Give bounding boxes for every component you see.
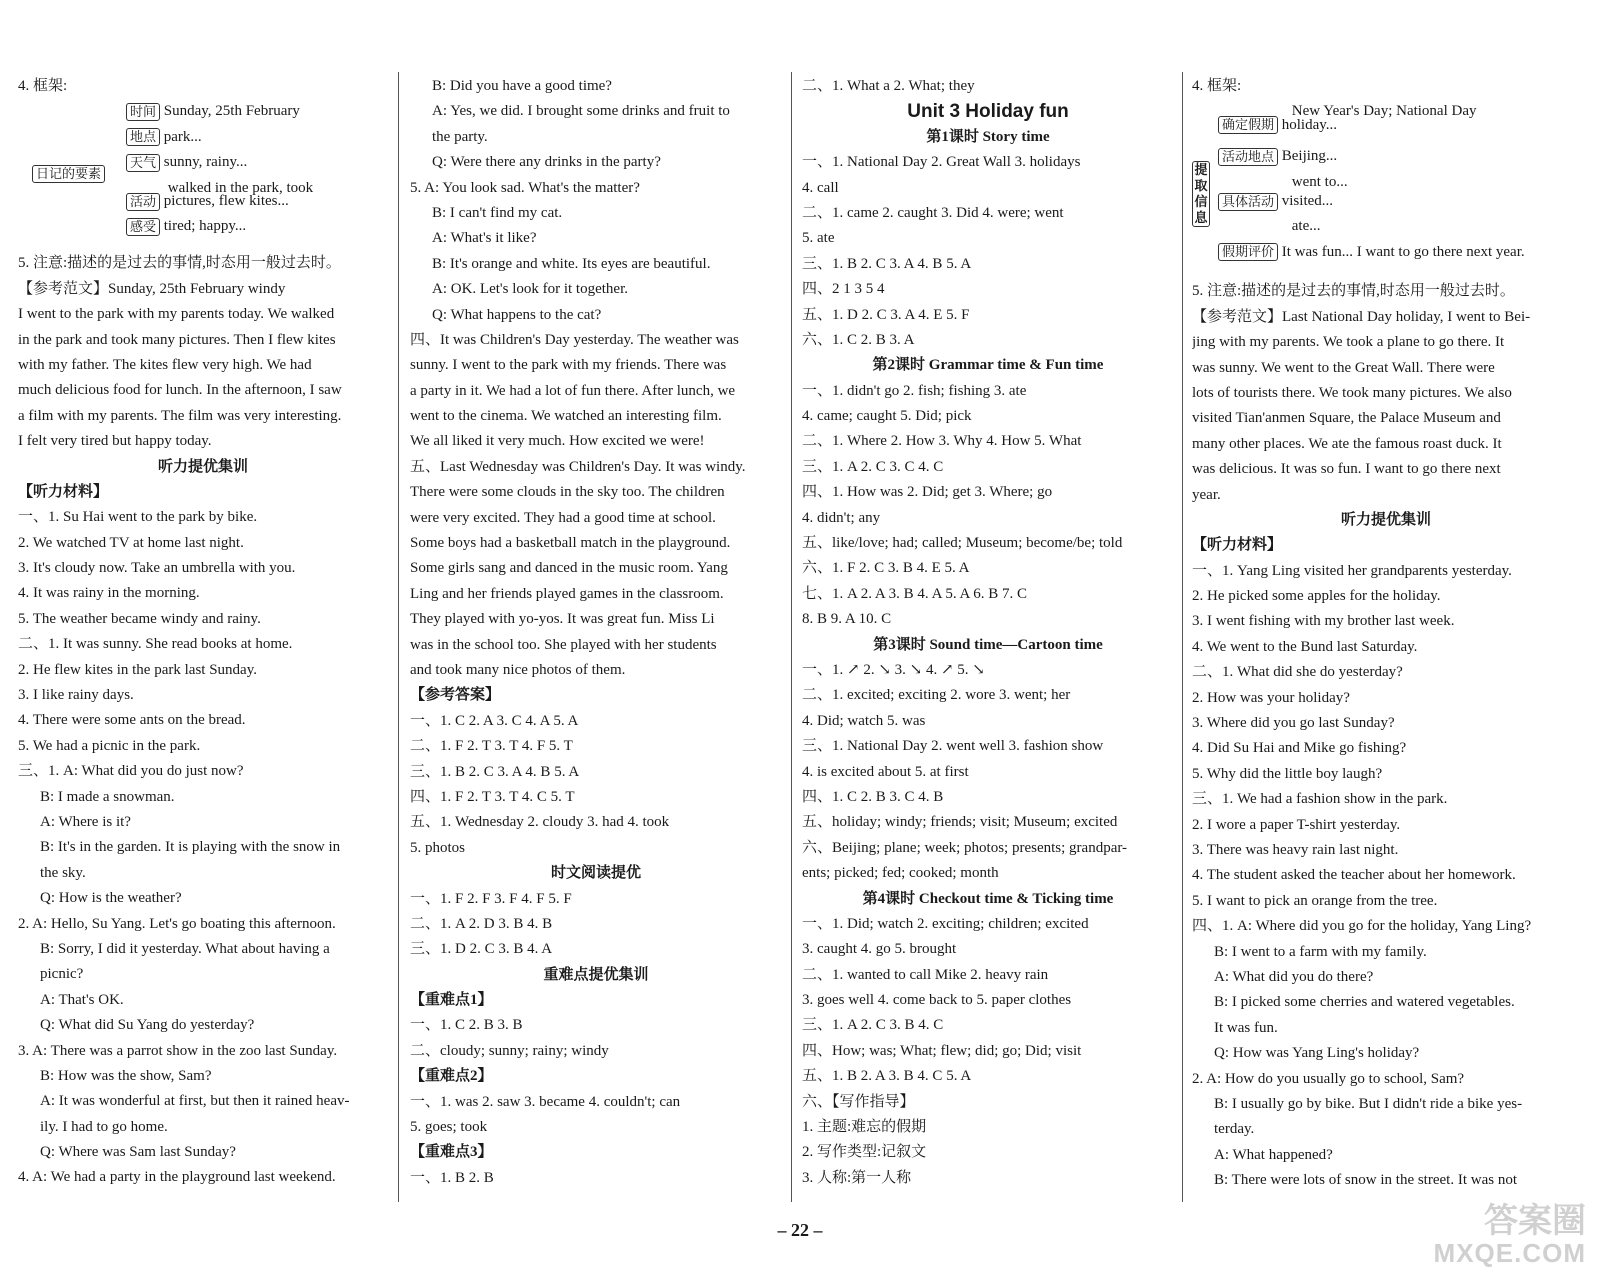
- text-line: 二、1. came 2. caught 3. Did 4. were; went: [802, 204, 1064, 221]
- section-label: 【重难点1】: [410, 992, 493, 1009]
- text-line: B: It's in the garden. It is playing with the snow in: [40, 839, 341, 856]
- text-line: ily. I had to go home.: [40, 1118, 168, 1135]
- text-line: much delicious food for lunch. In the afternoon, I saw: [18, 382, 342, 399]
- text-line: Some girls sang and danced in the music room. Yang: [410, 560, 728, 577]
- text-line: 5. goes; took: [410, 1119, 488, 1136]
- section-label: 【参考答案】: [410, 687, 501, 704]
- text-line: was in the school too. She played with her students: [410, 636, 717, 653]
- text-line: 二、1. F 2. T 3. T 4. F 5. T: [410, 738, 573, 755]
- diary-framework: [18, 99, 388, 251]
- section-label: 【听力材料】: [18, 483, 109, 500]
- text-line: They played with yo-yos. It was great fun. Miss Li: [410, 611, 715, 628]
- text-line: were very excited. They had a good time at school.: [410, 509, 716, 526]
- text-line: B: I picked some cherries and watered vegetables.: [1214, 994, 1515, 1011]
- framework-center-label: 日记的要素: [32, 165, 105, 183]
- text-line: 4. A: We had a party in the playground last weekend.: [18, 1169, 336, 1186]
- text-line: 2. I wore a paper T-shirt yesterday.: [1192, 816, 1401, 833]
- text-line: Q: Where was Sam last Sunday?: [40, 1144, 236, 1161]
- watermark-url: MXQE.COM: [1433, 1238, 1586, 1268]
- text-line: B: Did you have a good time?: [432, 78, 612, 94]
- framework-key: 时间: [126, 103, 160, 121]
- text-line: A: OK. Let's look for it together.: [432, 281, 629, 298]
- text-line: 四、1. How was 2. Did; get 3. Where; go: [802, 484, 1053, 501]
- section-label: 【重难点3】: [410, 1144, 493, 1161]
- text-line: 二、cloudy; sunny; rainy; windy: [410, 1042, 609, 1059]
- text-line: 【参考范文】Sunday, 25th February windy: [18, 280, 286, 297]
- text-line: 4. call: [802, 179, 839, 196]
- framework-value: walked in the park, took: [167, 179, 314, 196]
- text-line: 三、1. A: What did you do just now?: [18, 763, 244, 780]
- text-line: A: Where is it?: [40, 813, 131, 830]
- text-line: with my father. The kites flew very high. We had: [18, 356, 312, 373]
- text-line: 3. Where did you go last Sunday?: [1192, 715, 1395, 732]
- text-line: I went to the park with my parents today. We walked: [18, 306, 335, 323]
- holiday-framework: [1192, 99, 1580, 279]
- text-line: 二、1. What a 2. What; they: [802, 78, 975, 94]
- framework-row: [1218, 240, 1578, 265]
- framework-key: 活动地点: [1218, 148, 1278, 166]
- section-label: 【听力材料】: [1192, 537, 1283, 554]
- framework-key: 活动: [126, 193, 160, 211]
- text-line: 四、It was Children's Day yesterday. The weather was: [410, 331, 739, 348]
- text-line: a party in it. We had a lot of fun there. After lunch, we: [410, 382, 736, 399]
- text-line: 四、How; was; What; flew; did; go; Did; visit: [802, 1042, 1082, 1059]
- text-line: 2. We watched TV at home last night.: [18, 534, 244, 551]
- framework-key: 地点: [126, 128, 160, 146]
- text-line: A: What happened?: [1214, 1146, 1333, 1163]
- text-line: 8. B 9. A 10. C: [802, 611, 892, 628]
- text-line: 4. Did; watch 5. was: [802, 712, 926, 729]
- watermark: [1434, 1203, 1586, 1267]
- text-line: and took many nice photos of them.: [410, 661, 626, 678]
- framework-value: holiday...: [1281, 116, 1338, 133]
- text-line: 六、1. F 2. C 3. B 4. E 5. A: [802, 560, 970, 577]
- section-label: 【重难点2】: [410, 1068, 493, 1085]
- text-line: Ling and her friends played games in the classroom.: [410, 585, 724, 602]
- text-line: 三、1. B 2. C 3. A 4. B 5. A: [410, 763, 580, 780]
- text-line: 5. A: You look sad. What's the matter?: [410, 179, 640, 196]
- framework-row: [126, 125, 386, 150]
- text-line: 五、like/love; had; called; Museum; become/be; told: [802, 535, 1123, 552]
- framework-key: 确定假期: [1218, 116, 1278, 134]
- text-line: 5. I want to pick an orange from the tree.: [1192, 892, 1438, 909]
- text-line: A: What's it like?: [432, 230, 537, 247]
- section-heading: 第4课时 Checkout time & Ticking time: [862, 890, 1114, 907]
- framework-value: tired; happy...: [163, 218, 247, 235]
- text-line: B: It's orange and white. Its eyes are beautiful.: [432, 255, 711, 272]
- text-line: It was fun.: [1214, 1019, 1278, 1036]
- text-line: 一、1. F 2. F 3. F 4. F 5. F: [410, 890, 572, 907]
- framework-value: went to...: [1291, 173, 1348, 190]
- text-line: Q: What happens to the cat?: [432, 306, 602, 323]
- text-line: 一、1. C 2. B 3. B: [410, 1017, 523, 1034]
- text-line: 3. caught 4. go 5. brought: [802, 941, 957, 958]
- text-line: 六、Beijing; plane; week; photos; presents; grandpar-: [802, 839, 1128, 856]
- framework-value: New Year's Day; National Day: [1291, 103, 1477, 120]
- framework-title: 4. 框架:: [18, 78, 68, 94]
- text-line: 2. A: How do you usually go to school, Sam?: [1192, 1070, 1465, 1087]
- framework-key: 天气: [126, 154, 160, 172]
- text-line: 3. I went fishing with my brother last week.: [1192, 613, 1455, 630]
- framework-row: [126, 99, 386, 124]
- text-line: 三、1. D 2. C 3. B 4. A: [410, 941, 553, 958]
- section-heading: 听力提优集训: [157, 458, 248, 475]
- text-line: A: What did you do there?: [1214, 968, 1374, 985]
- column-1: [18, 74, 388, 1204]
- section-heading: 听力提优集训: [1340, 511, 1431, 528]
- text-line: We all liked it very much. How excited we were!: [410, 433, 705, 450]
- framework-value: Sunday, 25th February: [163, 103, 300, 120]
- framework-row: [126, 150, 386, 175]
- framework-row: [126, 214, 386, 239]
- framework-value: sunny, rainy...: [163, 154, 248, 171]
- text-line: in the park and took many pictures. Then I flew kites: [18, 331, 336, 348]
- text-line: 二、1. Where 2. How 3. Why 4. How 5. What: [802, 433, 1082, 450]
- column-2: [410, 74, 782, 1204]
- page-number: – 22 –: [777, 1220, 823, 1240]
- column-divider: [791, 72, 792, 1202]
- watermark-logo-text: 答案圈: [1484, 1202, 1586, 1240]
- text-line: a film with my parents. The film was very interesting.: [18, 407, 342, 424]
- unit-title: Unit 3 Holiday fun: [907, 101, 1069, 123]
- text-line: 4. Did Su Hai and Mike go fishing?: [1192, 740, 1407, 757]
- text-line: year.: [1192, 486, 1221, 503]
- column-3-text: [802, 74, 1174, 1191]
- text-line: 一、1. was 2. saw 3. became 4. couldn't; can: [410, 1093, 681, 1110]
- text-line: B: I can't find my cat.: [432, 204, 563, 221]
- text-line: Q: How was Yang Ling's holiday?: [1214, 1045, 1420, 1062]
- text-line: 五、holiday; windy; friends; visit; Museum; excited: [802, 814, 1118, 831]
- framework-rows: [126, 99, 386, 251]
- framework-key: 假期评价: [1218, 243, 1278, 261]
- text-line: 六、1. C 2. B 3. A: [802, 331, 915, 348]
- column-2-text: [410, 74, 782, 1191]
- text-line: 4. It was rainy in the morning.: [18, 585, 200, 602]
- text-line: 五、Last Wednesday was Children's Day. It was windy.: [410, 458, 746, 475]
- text-line: 5. The weather became windy and rainy.: [18, 610, 261, 627]
- text-line: 3. It's cloudy now. Take an umbrella with you.: [18, 560, 296, 577]
- framework-row: [1218, 214, 1578, 239]
- text-line: B: How was the show, Sam?: [40, 1067, 212, 1084]
- text-line: 3. I like rainy days.: [18, 687, 134, 704]
- text-line: 五、1. B 2. A 3. B 4. C 5. A: [802, 1068, 972, 1085]
- text-line: 1. 主题:难忘的假期: [802, 1119, 927, 1136]
- text-line: 一、1. Did; watch 2. exciting; children; excited: [802, 915, 1089, 932]
- framework-value: Beijing...: [1281, 148, 1338, 165]
- text-line: 一、1. C 2. A 3. C 4. A 5. A: [410, 712, 579, 729]
- text-line: 四、2 1 3 5 4: [802, 281, 885, 298]
- text-line: the party.: [432, 128, 488, 145]
- framework-value: park...: [163, 128, 202, 145]
- text-line: sunny. I went to the park with my friends. There was: [410, 357, 727, 374]
- framework-title: 4. 框架:: [1192, 78, 1242, 94]
- text-line: 三、1. A 2. C 3. C 4. C: [802, 458, 944, 475]
- text-line: 5. photos: [410, 839, 466, 856]
- section-heading: 重难点提优集训: [543, 966, 649, 983]
- text-line: 三、1. We had a fashion show in the park.: [1192, 791, 1448, 808]
- text-line: B: There were lots of snow in the street. It was not: [1214, 1172, 1517, 1189]
- column-4: [1192, 74, 1580, 1204]
- text-line: picnic?: [40, 966, 84, 983]
- text-line: 二、1. What did she do yesterday?: [1192, 664, 1403, 681]
- text-line: 四、1. F 2. T 3. T 4. C 5. T: [410, 788, 575, 805]
- text-line: 一、1. Yang Ling visited her grandparents yesterday.: [1192, 562, 1512, 579]
- text-line: 一、1. didn't go 2. fish; fishing 3. ate: [802, 382, 1027, 399]
- text-line: the sky.: [40, 864, 86, 881]
- text-line: B: I made a snowman.: [40, 788, 175, 805]
- framework-value: pictures, flew kites...: [163, 192, 289, 209]
- text-line: 5. ate: [802, 230, 835, 247]
- text-line: jing with my parents. We took a plane to go there. It: [1192, 334, 1505, 351]
- text-line: 【参考范文】Last National Day holiday, I went to Bei-: [1192, 308, 1531, 325]
- text-line: 4. is excited about 5. at first: [802, 763, 969, 780]
- text-line: visited Tian'anmen Square, the Palace Museum and: [1192, 410, 1501, 427]
- text-line: 4. didn't; any: [802, 509, 881, 526]
- framework-key: 具体活动: [1218, 193, 1278, 211]
- framework-value: visited...: [1281, 192, 1334, 209]
- text-line: lots of tourists there. We took many pictures. We also: [1192, 384, 1512, 401]
- text-line: I felt very tired but happy today.: [18, 433, 212, 450]
- text-line: 一、1. Su Hai went to the park by bike.: [18, 509, 258, 526]
- text-line: 4. We went to the Bund last Saturday.: [1192, 638, 1418, 655]
- text-line: was delicious. It was so fun. I want to go there next: [1192, 461, 1501, 478]
- text-line: 二、1. excited; exciting 2. wore 3. went; her: [802, 687, 1071, 704]
- section-heading: 第3课时 Sound time—Cartoon time: [873, 636, 1103, 653]
- text-line: 5. We had a picnic in the park.: [18, 737, 201, 754]
- framework-side-label: 提取信息: [1192, 161, 1210, 227]
- text-line: was sunny. We went to the Great Wall. There were: [1192, 359, 1495, 376]
- text-line: B: I usually go by bike. But I didn't ride a bike yes-: [1214, 1095, 1523, 1112]
- text-line: Q: Were there any drinks in the party?: [432, 154, 661, 171]
- text-line: 3. There was heavy rain last night.: [1192, 841, 1399, 858]
- text-line: 五、1. D 2. C 3. A 4. E 5. F: [802, 306, 970, 323]
- text-line: 2. How was your holiday?: [1192, 689, 1350, 706]
- framework-row: [1218, 113, 1578, 138]
- text-line: went to the cinema. We watched an interesting film.: [410, 408, 722, 425]
- text-line: 六、【写作指导】: [802, 1093, 915, 1110]
- text-line: B: I went to a farm with my family.: [1214, 943, 1427, 960]
- text-line: 5. Why did the little boy laugh?: [1192, 765, 1383, 782]
- text-line: 四、1. C 2. B 3. C 4. B: [802, 788, 944, 805]
- column-divider: [1182, 72, 1183, 1202]
- framework-row: [1218, 144, 1578, 169]
- text-line: Some boys had a basketball match in the playground.: [410, 535, 731, 552]
- text-line: 2. 写作类型:记叙文: [802, 1144, 927, 1161]
- text-line: A: It was wonderful at first, but then it rained heav-: [40, 1093, 350, 1110]
- text-line: 5. 注意:描述的是过去的事情,时态用一般过去时。: [18, 255, 341, 272]
- text-line: ents; picked; fed; cooked; month: [802, 865, 999, 882]
- column-divider: [398, 72, 399, 1202]
- text-line: 二、1. It was sunny. She read books at home.: [18, 636, 293, 653]
- text-line: 5. 注意:描述的是过去的事情,时态用一般过去时。: [1192, 283, 1515, 300]
- text-line: 四、1. A: Where did you go for the holiday, Yang Ling?: [1192, 918, 1532, 935]
- framework-row: [1218, 189, 1578, 214]
- text-line: 4. There were some ants on the bread.: [18, 712, 246, 729]
- text-line: 2. He flew kites in the park last Sunday.: [18, 661, 257, 678]
- text-line: B: Sorry, I did it yesterday. What about having a: [40, 940, 330, 957]
- framework-value: ate...: [1291, 218, 1321, 235]
- section-heading: 第1课时 Story time: [926, 128, 1050, 145]
- text-line: 三、1. National Day 2. went well 3. fashion show: [802, 738, 1104, 755]
- text-line: 3. 人称:第一人称: [802, 1169, 912, 1186]
- section-heading: 时文阅读提优: [550, 865, 641, 882]
- text-line: 一、1. ↗ 2. ↘ 3. ↘ 4. ↗ 5. ↘: [802, 661, 985, 678]
- text-line: 二、1. A 2. D 3. B 4. B: [410, 915, 553, 932]
- text-line: 4. The student asked the teacher about her homework.: [1192, 867, 1516, 884]
- framework-value: It was fun... I want to go there next year.: [1281, 243, 1525, 260]
- text-line: A: That's OK.: [40, 991, 124, 1008]
- framework-key: 感受: [126, 218, 160, 236]
- text-line: A: Yes, we did. I brought some drinks and fruit to: [432, 103, 730, 120]
- text-line: 二、1. wanted to call Mike 2. heavy rain: [802, 966, 1049, 983]
- framework-row: [126, 189, 386, 214]
- text-line: There were some clouds in the sky too. The children: [410, 484, 725, 501]
- text-line: Q: What did Su Yang do yesterday?: [40, 1017, 255, 1034]
- text-line: 一、1. National Day 2. Great Wall 3. holidays: [802, 154, 1081, 171]
- text-line: 4. came; caught 5. Did; pick: [802, 408, 972, 425]
- text-line: 三、1. B 2. C 3. A 4. B 5. A: [802, 255, 972, 272]
- section-heading: 第2课时 Grammar time & Fun time: [872, 357, 1104, 374]
- text-line: 3. A: There was a parrot show in the zoo last Sunday.: [18, 1042, 338, 1059]
- text-line: Q: How is the weather?: [40, 890, 182, 907]
- text-line: 一、1. B 2. B: [410, 1169, 494, 1186]
- text-line: 2. He picked some apples for the holiday.: [1192, 588, 1441, 605]
- text-line: terday.: [1214, 1121, 1255, 1138]
- text-line: 三、1. A 2. C 3. B 4. C: [802, 1017, 944, 1034]
- framework-rows: [1218, 99, 1578, 277]
- text-line: many other places. We ate the famous roast duck. It: [1192, 435, 1502, 452]
- text-line: 3. goes well 4. come back to 5. paper clothes: [802, 992, 1072, 1009]
- column-3: [802, 74, 1174, 1204]
- text-line: 七、1. A 2. A 3. B 4. A 5. A 6. B 7. C: [802, 585, 1028, 602]
- column-4-text: [1192, 279, 1580, 1193]
- text-line: 2. A: Hello, Su Yang. Let's go boating this afternoon.: [18, 915, 336, 932]
- column-1-text: [18, 251, 388, 1190]
- text-line: 五、1. Wednesday 2. cloudy 3. had 4. took: [410, 814, 670, 831]
